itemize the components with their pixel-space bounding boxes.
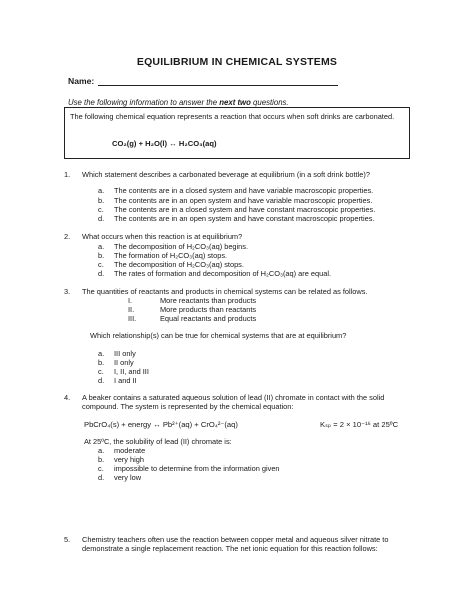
- option-text: I, II, and III: [114, 367, 149, 376]
- question-text: What occurs when this reaction is at equilibrium?: [82, 232, 243, 241]
- roman-numeral: I.: [128, 296, 133, 305]
- q3-option-b[interactable]: [98, 358, 418, 367]
- info-box-text: The following chemical equation represents a reaction that occurs when soft drinks are carbonated.: [70, 112, 395, 121]
- q3-prompt: Which relationship(s) can be true for chemical systems that are at equilibrium?: [90, 331, 347, 340]
- ksp-value: Kₛₚ = 2 × 10⁻¹⁶ at 25ºC: [320, 420, 399, 429]
- option-text: moderate: [114, 446, 146, 455]
- instructions-prefix: Use the following information to answer the: [68, 98, 220, 107]
- name-field-line[interactable]: [98, 85, 338, 86]
- option-text: The contents are in a closed system and have constant macroscopic properties.: [114, 205, 376, 214]
- q1-option-b[interactable]: [98, 196, 418, 205]
- carbonation-equation: CO₂(g) + H₂O(l) ↔ H₂CO₃(aq): [112, 139, 217, 148]
- question-number: 5.: [64, 535, 71, 544]
- option-letter: b.: [98, 196, 105, 205]
- option-letter: d.: [98, 473, 105, 482]
- q4-option-a[interactable]: [98, 446, 418, 455]
- option-letter: c.: [98, 464, 104, 473]
- option-text: II only: [114, 358, 134, 367]
- question-number: 3.: [64, 287, 71, 296]
- q4-option-b[interactable]: [98, 455, 418, 464]
- lead-chromate-equation: PbCrO₄(s) + energy ↔ Pb²⁺(aq) + CrO₄²⁻(aq): [84, 420, 238, 429]
- q3-relationship-1: [128, 296, 256, 305]
- q2-option-c[interactable]: [98, 260, 418, 269]
- question-text: Chemistry teachers often use the reaction between copper metal and aqueous silver nitrate to demonstrate a single replacement reaction. The net ionic equation for this reaction follows:: [82, 535, 389, 554]
- q1-option-c[interactable]: [98, 205, 418, 214]
- option-text: impossible to determine from the information given: [114, 464, 280, 473]
- q1-option-d[interactable]: [98, 214, 418, 223]
- q4-option-d[interactable]: [98, 473, 418, 482]
- option-letter: d.: [98, 269, 105, 278]
- option-letter: b.: [98, 251, 105, 260]
- option-text: I and II: [114, 376, 137, 385]
- option-text: very low: [114, 473, 142, 482]
- option-letter: c.: [98, 260, 104, 269]
- option-text: The contents are in a closed system and have variable macroscopic properties.: [114, 186, 374, 195]
- relationship-text: More reactants than products: [160, 296, 257, 305]
- question-text: Which statement describes a carbonated beverage at equilibrium (in a soft drink bottle)?: [82, 170, 370, 179]
- roman-numeral: III.: [128, 314, 137, 323]
- q4-prompt: At 25ºC, the solubility of lead (II) chromate is:: [84, 437, 232, 446]
- roman-numeral: II.: [128, 305, 135, 314]
- question-number: 1.: [64, 170, 71, 179]
- q3-option-c[interactable]: [98, 367, 418, 376]
- instructions-bold: next two: [219, 98, 251, 107]
- option-text: The decomposition of H₂CO₃(aq) begins.: [114, 242, 249, 251]
- option-text: very high: [114, 455, 144, 464]
- option-text: The decomposition of H₂CO₃(aq) stops.: [114, 260, 244, 269]
- q3-relationship-2: [128, 305, 256, 314]
- question-text: A beaker contains a saturated aqueous solution of lead (II) chromate in contact with the solid compound. The system is represented by the chemical equation:: [82, 393, 385, 412]
- page-title: EQUILIBRIUM IN CHEMICAL SYSTEMS: [136, 56, 338, 68]
- option-letter: b.: [98, 455, 105, 464]
- option-letter: c.: [98, 367, 104, 376]
- question-number: 4.: [64, 393, 71, 402]
- option-letter: d.: [98, 376, 105, 385]
- q3-relationship-3: [128, 314, 256, 323]
- option-text: III only: [114, 349, 136, 358]
- question-text: The quantities of reactants and products in chemical systems can be related as follows.: [82, 287, 368, 296]
- q4-option-c[interactable]: [98, 464, 418, 473]
- q2-option-a[interactable]: [98, 242, 418, 251]
- option-letter: a.: [98, 349, 105, 358]
- option-letter: b.: [98, 358, 105, 367]
- option-letter: a.: [98, 242, 105, 251]
- relationship-text: Equal reactants and products: [160, 314, 257, 323]
- option-text: The contents are in an open system and have constant macroscopic properties.: [114, 214, 375, 223]
- relationship-text: More products than reactants: [160, 305, 257, 314]
- option-letter: a.: [98, 186, 105, 195]
- q1-option-a[interactable]: [98, 186, 418, 195]
- q3-option-a[interactable]: [98, 349, 418, 358]
- option-text: The rates of formation and decomposition of H₂CO₃(aq) are equal.: [114, 269, 332, 278]
- question-number: 2.: [64, 232, 71, 241]
- option-text: The formation of H₂CO₃(aq) stops.: [114, 251, 228, 260]
- option-letter: a.: [98, 446, 105, 455]
- option-letter: d.: [98, 214, 105, 223]
- option-text: The contents are in an open system and have variable macroscopic properties.: [114, 196, 373, 205]
- instructions-suffix: questions.: [250, 98, 289, 107]
- option-letter: c.: [98, 205, 104, 214]
- q2-option-b[interactable]: [98, 251, 418, 260]
- q3-option-d[interactable]: [98, 376, 418, 385]
- name-label: Name:: [68, 76, 95, 86]
- q2-option-d[interactable]: [98, 269, 418, 278]
